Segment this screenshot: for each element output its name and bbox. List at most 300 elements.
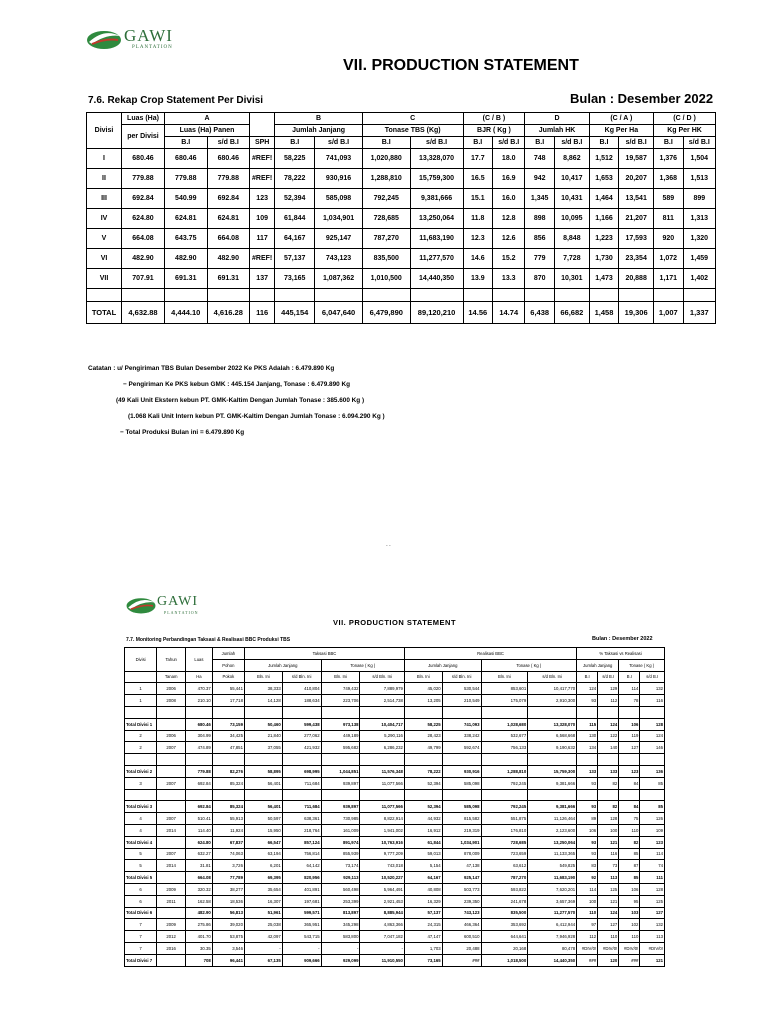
table-cell: 692.84: [207, 189, 250, 209]
table-cell: Total Divisi 1: [125, 718, 157, 730]
table-cell: I: [87, 149, 122, 169]
table-cell: 137: [250, 269, 275, 289]
table-cell: 2,514,738: [360, 695, 404, 707]
table-cell: 83: [577, 860, 598, 872]
table-cell: 11,910,550: [360, 954, 404, 966]
table-cell: 73,165: [404, 954, 442, 966]
spacer-row: [125, 789, 665, 801]
table-cell: 102: [619, 919, 640, 931]
table-row: [87, 149, 716, 169]
empty-cell: [250, 289, 275, 302]
table-row: [125, 931, 665, 943]
table-cell: 223,706: [321, 695, 360, 707]
table-cell: 96,441: [212, 954, 244, 966]
table-cell: 69,395: [244, 872, 282, 884]
header-sdbi: s/d B.I: [683, 137, 715, 149]
table-cell: 853,601: [481, 683, 528, 695]
table-cell: Total Divisi 3: [125, 801, 157, 813]
table-cell: 73,159: [212, 718, 244, 730]
table-cell: 1,459: [683, 249, 715, 269]
table-cell: 585,098: [442, 777, 481, 789]
table-cell: 2009: [157, 919, 186, 931]
header-taksasi: Taksasi BBC: [244, 648, 404, 660]
table-cell: 942: [525, 169, 555, 189]
header-sph: SPH: [250, 137, 275, 149]
table-cell: 813,897: [321, 907, 360, 919]
table-cell: 10,431: [554, 189, 589, 209]
table-cell: #DIV/0!: [577, 942, 598, 954]
empty-cell: [528, 754, 577, 766]
table-cell: 2,910,300: [528, 695, 577, 707]
table-cell: 114: [577, 883, 598, 895]
table-cell: 1,034,901: [315, 209, 363, 229]
table-cell: 93: [577, 801, 598, 813]
table-cell: 909,666: [282, 954, 321, 966]
table-cell: 1,288,810: [481, 765, 528, 777]
table-cell: 338,242: [442, 730, 481, 742]
table-cell: 82: [598, 801, 619, 813]
table-cell: 6,412,944: [528, 919, 577, 931]
header-d: D: [525, 113, 589, 125]
table-cell: 124: [598, 907, 619, 919]
table-cell: 920: [654, 229, 684, 249]
table-cell: 304.99: [186, 730, 213, 742]
table-cell: 2007: [157, 813, 186, 825]
table-cell: 20,207: [619, 169, 654, 189]
table-cell: 1,018,500: [481, 954, 528, 966]
header-jumlah-hk: Jumlah HK: [525, 125, 589, 137]
table-cell: 127: [598, 919, 619, 931]
header-sd-bln-ini: s/d Bln. Ini: [360, 671, 404, 683]
header-bi: B.I: [619, 671, 640, 683]
table-cell: 2007: [157, 777, 186, 789]
table-cell: 13,541: [619, 189, 654, 209]
table-cell: 10,404,717: [360, 718, 404, 730]
table-cell: 85: [640, 801, 665, 813]
empty-cell: [125, 706, 157, 718]
table-cell: 56,401: [244, 801, 282, 813]
table-cell: 14,440,350: [528, 954, 577, 966]
empty-cell: [360, 754, 404, 766]
empty-cell: [157, 706, 186, 718]
table-row: [125, 813, 665, 825]
table-cell: 42,097: [244, 931, 282, 943]
note-line: (1.068 Kali Unit Intern kebun PT. GMK-Kaltim Dengan Jumlah Tonase : 6.094.290 Kg ): [128, 413, 385, 420]
empty-cell: [87, 289, 122, 302]
header-sdbi: s/d B.I: [619, 137, 654, 149]
table-cell: 112: [598, 695, 619, 707]
period-label: Bulan : Desember 2022: [570, 91, 714, 106]
table-cell: 898: [525, 209, 555, 229]
empty-cell: [577, 706, 598, 718]
table-cell: 85: [619, 848, 640, 860]
empty-cell: [212, 754, 244, 766]
empty-cell: [589, 289, 619, 302]
table-cell: 624.81: [165, 209, 208, 229]
table-cell: 85,324: [212, 777, 244, 789]
table-cell: 585,098: [315, 189, 363, 209]
header-ca: (C / A ): [589, 113, 653, 125]
table-cell: 47,138: [442, 860, 481, 872]
table-cell: 124: [640, 730, 665, 742]
table-cell: 792,245: [362, 189, 410, 209]
table-cell: 835,500: [481, 907, 528, 919]
table-cell: 711,684: [282, 801, 321, 813]
table-cell: 10,520,227: [360, 872, 404, 884]
table-cell: [157, 801, 186, 813]
empty-cell: [528, 706, 577, 718]
table-cell: 470.37: [186, 683, 213, 695]
table-cell: 595,682: [321, 742, 360, 754]
table-row: [87, 249, 716, 269]
empty-cell: [212, 706, 244, 718]
table-cell: 93: [577, 848, 598, 860]
table-cell: #DIV/0!: [619, 942, 640, 954]
table-cell: 7,047,182: [360, 931, 404, 943]
table-cell: 21,207: [619, 209, 654, 229]
table-cell: 13,328,070: [410, 149, 463, 169]
empty-cell: [157, 754, 186, 766]
table-cell: 89,120,210: [410, 302, 463, 324]
table-cell: 930,916: [315, 169, 363, 189]
table-cell: 2012: [157, 931, 186, 943]
table-cell: 4: [125, 824, 157, 836]
table-cell: 973,138: [321, 718, 360, 730]
table-cell: 78: [619, 695, 640, 707]
table-cell: 121: [598, 836, 619, 848]
table-cell: 11,576,348: [360, 765, 404, 777]
table-cell: 756,814: [282, 848, 321, 860]
table-cell: 14.56: [463, 302, 493, 324]
table-cell: [157, 907, 186, 919]
table-cell: 109: [640, 824, 665, 836]
table-cell: 188,634: [282, 695, 321, 707]
table-cell: 110: [619, 824, 640, 836]
table-row: [125, 848, 665, 860]
table-cell: 52,394: [404, 777, 442, 789]
table-cell: 64,167: [404, 872, 442, 884]
table-cell: 28,423: [404, 730, 442, 742]
table-cell: 7,946,928: [528, 931, 577, 943]
table-cell: 2014: [157, 824, 186, 836]
empty-cell: [404, 754, 442, 766]
empty-cell: [125, 754, 157, 766]
table-cell: 15,950: [244, 824, 282, 836]
table-cell: 4,616.28: [207, 302, 250, 324]
table-cell: 130: [577, 730, 598, 742]
table-cell: 835,500: [362, 249, 410, 269]
company-logo-2: [124, 592, 202, 618]
table-cell: 124: [598, 718, 619, 730]
table-cell: 109: [250, 209, 275, 229]
empty-cell: [275, 289, 315, 302]
table-cell: 111: [640, 872, 665, 884]
table-cell: 1,368: [654, 169, 684, 189]
table-cell: 1,464: [589, 189, 619, 209]
table-cell: 110: [619, 931, 640, 943]
empty-cell: [481, 789, 528, 801]
header-sdbi: s/d B.I: [315, 137, 363, 149]
table-cell: 140: [598, 742, 619, 754]
spacer-row: [125, 706, 665, 718]
leaf-logo-icon: [84, 24, 124, 54]
empty-cell: [640, 789, 665, 801]
table-cell: 1,504: [683, 149, 715, 169]
table-cell: 1,513: [683, 169, 715, 189]
table-cell: 128: [640, 883, 665, 895]
table-cell: [157, 836, 186, 848]
table-cell: 14,440,350: [410, 269, 463, 289]
table-cell: 78,222: [404, 765, 442, 777]
table-cell: 210,549: [442, 695, 481, 707]
table-cell: 743,123: [442, 907, 481, 919]
table-cell: 34,425: [212, 730, 244, 742]
table-cell: 2014: [157, 860, 186, 872]
table-cell: 585,098: [442, 801, 481, 813]
table-cell: 9,381,666: [410, 189, 463, 209]
table-cell: 632.27: [186, 848, 213, 860]
empty-cell: [528, 789, 577, 801]
table-cell: 680.46: [165, 149, 208, 169]
table-cell: 1,337: [683, 302, 715, 324]
table-cell: 11,133,365: [528, 848, 577, 860]
empty-cell: [598, 706, 619, 718]
header-bi: B.I: [525, 137, 555, 149]
table-cell: 82: [619, 836, 640, 848]
table-cell: 52,394: [404, 801, 442, 813]
table-cell: 16.5: [463, 169, 493, 189]
table-cell: 14.74: [493, 302, 525, 324]
table-cell: 277,062: [282, 730, 321, 742]
table-cell: 820,956: [282, 872, 321, 884]
table-cell: 106: [577, 824, 598, 836]
table-cell: 5,154: [404, 860, 442, 872]
header-bln-ini: Bln. Ini: [321, 671, 360, 683]
table-cell: 114: [640, 848, 665, 860]
table-cell: 125: [598, 883, 619, 895]
table-cell: 17,593: [619, 229, 654, 249]
empty-cell: [683, 289, 715, 302]
table-cell: 210.10: [186, 695, 213, 707]
table-cell: 1: [125, 683, 157, 695]
table-cell: 10,763,916: [360, 836, 404, 848]
table-cell: 84: [619, 801, 640, 813]
table-cell: 128: [598, 813, 619, 825]
table-cell: 50,597: [244, 813, 282, 825]
header-sd-bln-ini: s/d Bln. Ini: [282, 671, 321, 683]
table-cell: 1,044,851: [321, 765, 360, 777]
total-row: [125, 872, 665, 884]
table-cell: 2007: [157, 742, 186, 754]
header-tahun: Tahun: [157, 648, 186, 672]
table-cell: 482.90: [165, 249, 208, 269]
table-cell: 1,458: [589, 302, 619, 324]
table-cell: 779.88: [122, 169, 165, 189]
table-cell: 1,473: [589, 269, 619, 289]
table-cell: 779.88: [165, 169, 208, 189]
table-cell: 1,223: [589, 229, 619, 249]
empty-cell: [619, 754, 640, 766]
table-row: [125, 742, 665, 754]
note-line: − Pengiriman Ke PKS kebun GMK : 445.154 Janjang, Tonase : 6.479.890 Kg: [123, 381, 351, 388]
table-cell: 2: [125, 742, 157, 754]
table-row: [87, 229, 716, 249]
header-bi: B.I: [275, 137, 315, 149]
table-cell: 925,147: [442, 872, 481, 884]
table-cell: 253,399: [321, 895, 360, 907]
table-cell: 175,079: [481, 695, 528, 707]
table-cell: 75: [619, 813, 640, 825]
header-sdbi: s/d B.I: [493, 137, 525, 149]
table-cell: 50,460: [244, 718, 282, 730]
header-sdbi: s/d B.I: [598, 671, 619, 683]
total-row: [125, 801, 665, 813]
table-cell: 16,307: [244, 895, 282, 907]
header-b: B: [275, 113, 363, 125]
table-cell: 16.0: [493, 189, 525, 209]
table-cell: 1,941,002: [360, 824, 404, 836]
table-cell: 114.40: [186, 824, 213, 836]
table-row: [125, 860, 665, 872]
table-cell: 58,225: [275, 149, 315, 169]
table-cell: 18.0: [493, 149, 525, 169]
table-cell: 939,897: [321, 777, 360, 789]
table-row: [87, 169, 716, 189]
table-cell: 592,674: [442, 742, 481, 754]
table-cell: 482.90: [207, 249, 250, 269]
table-cell: VI: [87, 249, 122, 269]
table-cell: 64,167: [275, 229, 315, 249]
table-cell: 925,147: [315, 229, 363, 249]
table-cell: 3,726: [212, 860, 244, 872]
table-cell: 7,620,201: [528, 883, 577, 895]
table-cell: 24,315: [404, 919, 442, 931]
table-cell: 239,350: [442, 895, 481, 907]
table-cell: 73: [598, 860, 619, 872]
table-cell: 1,010,500: [362, 269, 410, 289]
table-cell: 743,018: [360, 860, 404, 872]
empty-cell: [619, 289, 654, 302]
empty-cell: [186, 754, 213, 766]
header-bi: B.I: [654, 137, 684, 149]
table-cell: Total Divisi 7: [125, 954, 157, 966]
table-cell: 124: [577, 683, 598, 695]
empty-cell: [442, 789, 481, 801]
table-cell: 19,306: [619, 302, 654, 324]
table-cell: 532,677: [481, 730, 528, 742]
header-sdbi: s/d B.I: [554, 137, 589, 149]
header-a: A: [165, 113, 250, 125]
header-tonase: Tonase TBS (Kg): [362, 125, 463, 137]
empty-cell: [481, 754, 528, 766]
table-cell: 9,190,632: [528, 742, 577, 754]
table-cell: 711,684: [282, 777, 321, 789]
table-cell: 37,055: [244, 742, 282, 754]
table-cell: 549,825: [528, 860, 577, 872]
empty-cell: [321, 706, 360, 718]
table-cell: 8,885,944: [360, 907, 404, 919]
empty-cell: [186, 789, 213, 801]
empty-cell: [244, 754, 282, 766]
logo-text: GAWI: [157, 594, 198, 609]
empty-cell: [577, 789, 598, 801]
table-cell: 741,093: [315, 149, 363, 169]
table-cell: 66,682: [554, 302, 589, 324]
header-divisi: Divisi: [125, 648, 157, 672]
table-cell: 856: [525, 229, 555, 249]
header-tonase: Tonase ( Kg ): [481, 659, 577, 671]
header-sdbi: s/d B.I: [640, 671, 665, 683]
table-cell: 110: [577, 907, 598, 919]
table-cell: 93: [577, 836, 598, 848]
empty-cell: [321, 754, 360, 766]
table-cell: 599,438: [282, 718, 321, 730]
table-row: [125, 824, 665, 836]
spacer-row: [87, 289, 716, 302]
table-cell: 161,009: [321, 824, 360, 836]
table-cell: 9,381,666: [528, 777, 577, 789]
header-tonase: Tonase ( Kg ): [321, 659, 404, 671]
header-bi: B.I: [362, 137, 410, 149]
table-cell: 5: [125, 848, 157, 860]
table-cell: 100: [577, 895, 598, 907]
table-cell: 116: [640, 695, 665, 707]
crop-statement-table: [86, 112, 716, 324]
table-cell: 55,913: [212, 813, 244, 825]
table-cell: 449,189: [321, 730, 360, 742]
section-subtitle-2: 7.7. Monitoring Perbandingan Taksasi & Realisasi BBC Produksi TBS: [126, 637, 291, 643]
period-label-2: Bulan : Desember 2022: [592, 636, 653, 642]
table-cell: 93: [577, 777, 598, 789]
table-cell: 63,194: [244, 848, 282, 860]
table-cell: 119: [619, 730, 640, 742]
table-cell: 57,137: [404, 907, 442, 919]
table-cell: 67,837: [212, 836, 244, 848]
empty-cell: [577, 754, 598, 766]
table-cell: 4: [125, 813, 157, 825]
table-cell: 6,479,890: [362, 302, 410, 324]
table-cell: 58,895: [244, 765, 282, 777]
table-cell: 320.32: [186, 883, 213, 895]
header-bi: B.I: [577, 671, 598, 683]
table-cell: 82,276: [212, 765, 244, 777]
logo-subtext: PLANTATION: [132, 45, 173, 50]
empty-cell: [362, 289, 410, 302]
table-cell: TOTAL: [87, 302, 122, 324]
table-cell: 6,047,640: [315, 302, 363, 324]
table-cell: 11,077,566: [360, 801, 404, 813]
table-cell: 510.41: [186, 813, 213, 825]
table-cell: 218,764: [282, 824, 321, 836]
table-cell: 792,245: [481, 801, 528, 813]
table-cell: 2006: [157, 730, 186, 742]
table-cell: 1,653: [589, 169, 619, 189]
table-cell: 779: [525, 249, 555, 269]
table-cell: 6,201: [244, 860, 282, 872]
table-cell: 692.84: [186, 801, 213, 813]
empty-cell: [122, 289, 165, 302]
header-bi: B.I: [589, 137, 619, 149]
table-cell: 421,932: [282, 742, 321, 754]
table-cell: 401.70: [186, 931, 213, 943]
table-cell: 20,488: [442, 942, 481, 954]
table-cell: II: [87, 169, 122, 189]
table-cell: 680.46: [122, 149, 165, 169]
empty-cell: [157, 789, 186, 801]
table-cell: 125: [640, 895, 665, 907]
table-cell: 53,875: [212, 931, 244, 943]
table-cell: 85: [619, 872, 640, 884]
